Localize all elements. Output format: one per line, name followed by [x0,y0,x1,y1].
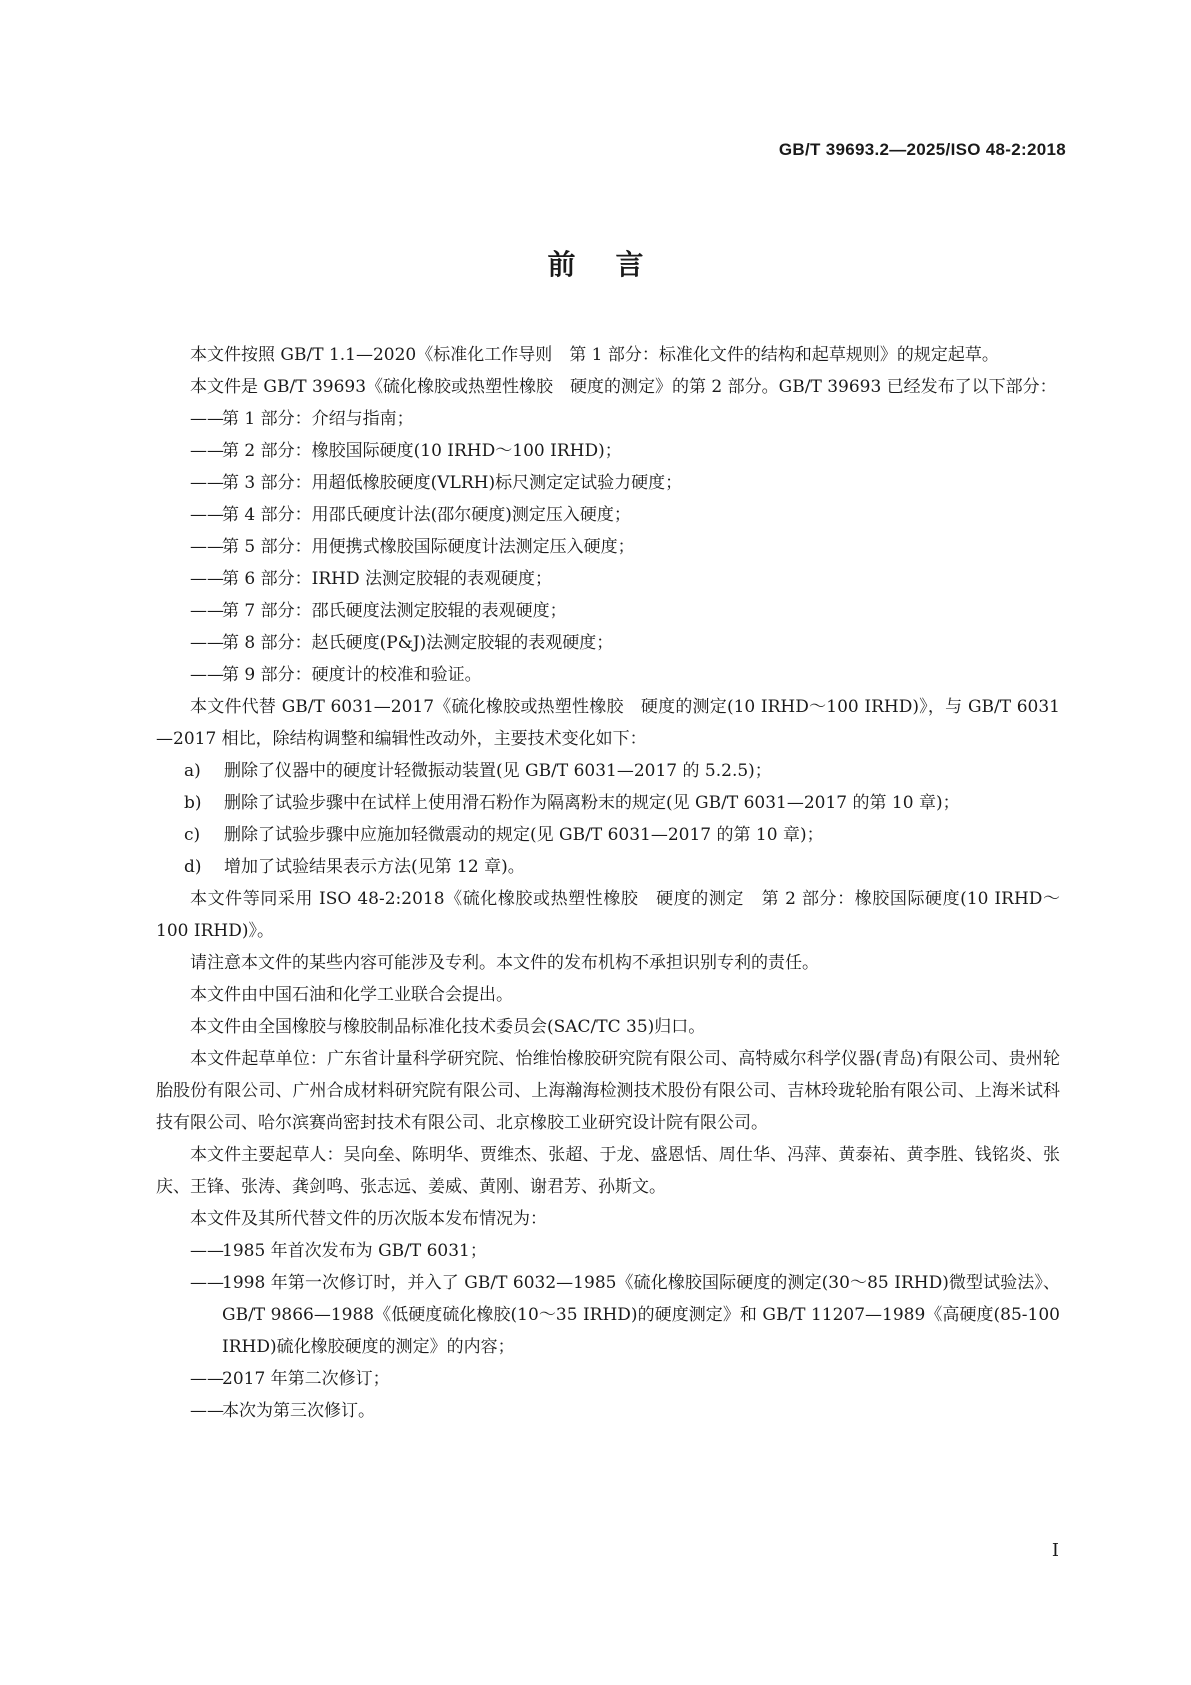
standard-number: GB/T 39693.2—2025/ISO 48-2:2018 [778,140,1066,159]
list-item: —— 第 8 部分：赵氏硬度(P&J)法测定胶辊的表观硬度； [156,627,1060,659]
dash-marker: —— [190,665,224,685]
paragraph: 本文件等同采用 ISO 48-2:2018《硫化橡胶或热塑性橡胶 硬度的测定 第 2 部分：橡胶国际硬度(10 IRHD～100 IRHD)》。 [156,889,1060,941]
list-item: —— 第 2 部分：橡胶国际硬度(10 IRHD～100 IRHD)； [156,435,1060,467]
list-item: —— 第 6 部分：IRHD 法测定胶辊的表观硬度； [156,563,1060,595]
page-title: 前言 [547,248,684,281]
item-marker: b) [184,793,202,813]
page-number: I [1051,1540,1059,1561]
list-item: c) 删除了试验步骤中应施加轻微震动的规定(见 GB/T 6031—2017 的第 10 章)； [156,819,1060,851]
dash-marker: —— [190,633,224,653]
list-item: —— 第 5 部分：用便携式橡胶国际硬度计法测定压入硬度； [156,531,1060,563]
list-item: —— 第 3 部分：用超低橡胶硬度(VLRH)标尺测定定试验力硬度； [156,467,1060,499]
paragraph: 本文件起草单位：广东省计量科学研究院、怡维怡橡胶研究院有限公司、高特威尔科学仪器(青岛)有限公司、贵州轮胎股份有限公司、广州合成材料研究院有限公司、上海瀚海检测技术股份有限公司、吉林玲珑轮胎有限公司、上海米试科技有限公司、哈尔滨赛尚密封技术有限公司、北京橡胶工业研究设计院有限公司。 [156,1049,1060,1133]
dash-marker: —— [190,1241,224,1261]
paragraph: 请注意本文件的某些内容可能涉及专利。本文件的发布机构不承担识别专利的责任。 [190,953,819,973]
dash-marker: —— [190,1273,224,1293]
paragraph: 本文件由全国橡胶与橡胶制品标准化技术委员会(SAC/TC 35)归口。 [190,1017,706,1037]
paragraph: 本文件主要起草人：吴向垒、陈明华、贾维杰、张超、于龙、盛恩恬、周仕华、冯萍、黄泰祐、黄李胜、钱铭炎、张庆、王锋、张涛、龚剑鸣、张志远、姜威、黄刚、谢君芳、孙斯文。 [156,1145,1060,1197]
dash-marker: —— [190,1369,224,1389]
paragraph: 本文件及其所代替文件的历次版本发布情况为： [190,1209,547,1229]
item-marker: a) [184,761,201,781]
list-item: —— 1998 年第一次修订时，并入了 GB/T 6032—1985《硫化橡胶国际硬度的测定(30～85 IRHD)微型试验法》、GB/T 9866—1988《低硬度硫化橡胶(10～35 IRHD)的硬度测定》和 GB/T 11207—1989《高硬度(85-100 IRHD)硫化橡胶硬度的测定》的内容； [156,1267,1060,1363]
list-item: —— 本次为第三次修订。 [156,1395,1060,1427]
list-item: —— 1985 年首次发布为 GB/T 6031； [156,1235,1060,1267]
parts-list [156,403,1060,691]
changes-list [156,755,1060,883]
list-item: —— 第 7 部分：邵氏硬度法测定胶辊的表观硬度； [156,595,1060,627]
list-item: —— 第 1 部分：介绍与指南； [156,403,1060,435]
list-item: —— 第 4 部分：用邵氏硬度计法(邵尔硬度)测定压入硬度； [156,499,1060,531]
dash-marker: —— [190,601,224,621]
history-list [156,1235,1060,1427]
dash-marker: —— [190,473,224,493]
item-marker: d) [184,857,202,877]
paragraph: 本文件代替 GB/T 6031—2017《硫化橡胶或热塑性橡胶 硬度的测定(10 IRHD～100 IRHD)》，与 GB/T 6031—2017 相比，除结构调整和编辑性改动外，主要技术变化如下： [156,697,1060,749]
list-item: d) 增加了试验结果表示方法(见第 12 章)。 [156,851,1060,883]
list-item: b) 删除了试验步骤中在试样上使用滑石粉作为隔离粉末的规定(见 GB/T 6031—2017 的第 10 章)； [156,787,1060,819]
dash-marker: —— [190,569,224,589]
list-item: a) 删除了仪器中的硬度计轻微振动装置(见 GB/T 6031—2017 的 5.2.5)； [156,755,1060,787]
paragraph: 本文件由中国石油和化学工业联合会提出。 [190,985,513,1005]
dash-marker: —— [190,505,224,525]
paragraph: 本文件是 GB/T 39693《硫化橡胶或热塑性橡胶 硬度的测定》的第 2 部分。GB/T 39693 已经发布了以下部分： [190,377,1057,397]
paragraph: 本文件按照 GB/T 1.1—2020《标准化工作导则 第 1 部分：标准化文件的结构和起草规则》的规定起草。 [190,345,999,365]
item-marker: c) [184,825,201,845]
dash-marker: —— [190,1401,224,1421]
dash-marker: —— [190,537,224,557]
foreword-body [156,339,1060,1427]
list-item: —— 第 9 部分：硬度计的校准和验证。 [156,659,1060,691]
list-item: —— 2017 年第二次修订； [156,1363,1060,1395]
dash-marker: —— [190,441,224,461]
dash-marker: —— [190,409,224,429]
